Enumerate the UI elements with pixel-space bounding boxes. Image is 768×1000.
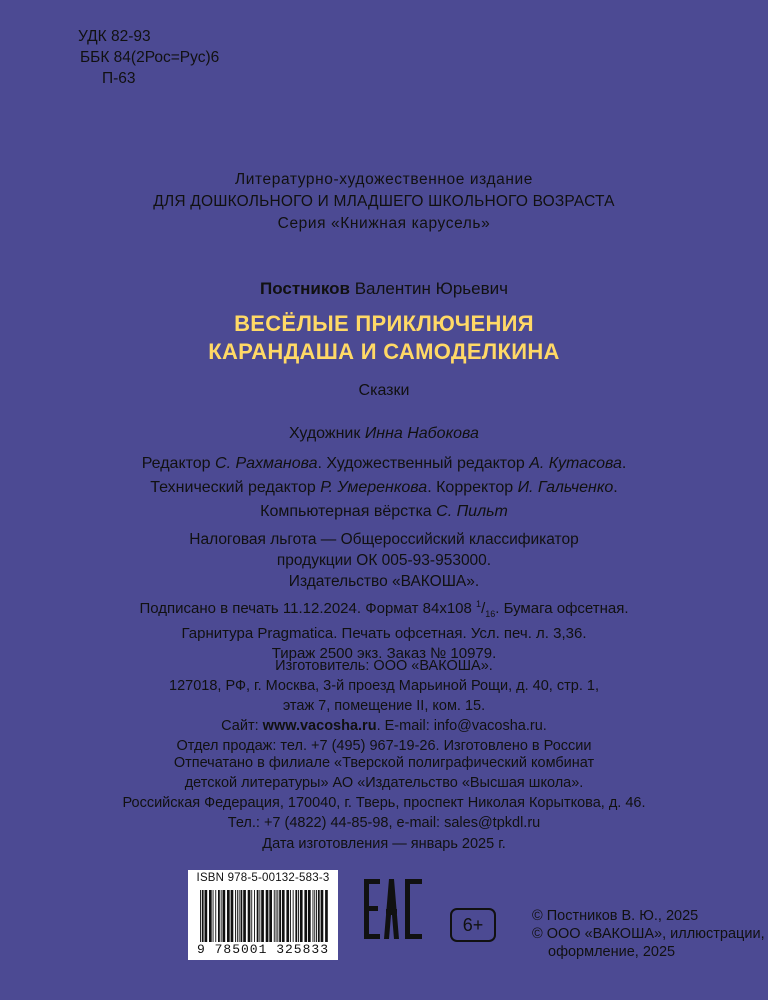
barcode-bar: [304, 890, 307, 942]
barcode-bar: [314, 890, 315, 942]
tax-line1: Налоговая льгота — Общероссийский классификатор: [189, 531, 579, 548]
series-name: Серия «Книжная карусель»: [277, 215, 491, 232]
printer-line3: Российская Федерация, 170040, г. Тверь, проспект Николая Корыткова, д. 46.: [122, 795, 646, 811]
manufacture-date: Дата изготовления — январь 2025 г.: [262, 836, 506, 852]
barcode-bar: [218, 890, 220, 942]
barcode-bar: [213, 890, 214, 942]
barcode-bar: [248, 890, 251, 942]
barcode-bar: [205, 890, 208, 942]
barcode-digits: 9 785001 325833: [196, 942, 330, 957]
manufacturer-block: [0, 656, 768, 756]
manufacturer-line4: [0, 716, 768, 736]
printer-line1: Отпечатано в филиале «Тверской полиграфический комбинат: [173, 755, 595, 771]
barcode-bar: [261, 890, 264, 942]
manufacturer-line1: Изготовитель: ООО «ВАКОША».: [275, 658, 493, 674]
author-name: Валентин Юрьевич: [354, 279, 508, 298]
barcode-bar: [295, 890, 297, 942]
format-numerator: 1: [476, 599, 482, 609]
barcode-bar: [257, 890, 259, 942]
artist-name: Инна Набокова: [364, 425, 479, 442]
edition-info: [0, 169, 768, 235]
email-text: . E-mail: info@vacosha.ru.: [376, 718, 547, 734]
udk-code: УДК 82-93: [78, 28, 151, 45]
bbk-code: ББК 84(2Рос=Рус)6: [80, 49, 220, 66]
barcode-bar: [318, 890, 320, 942]
barcode-bar: [286, 890, 289, 942]
printer-line4: Тел.: +7 (4822) 44-85-98, e-mail: sales@tpkdl.ru: [227, 815, 541, 831]
editor-label: Редактор: [141, 455, 211, 472]
print-line3: Тираж 2500 экз. Заказ № 10979.: [271, 645, 497, 662]
copyright-line3: оформление, 2025: [548, 944, 676, 960]
barcode-bar: [202, 890, 204, 942]
barcode-bar: [316, 890, 317, 942]
credits-line2: Технический редактор Р. Умеренкова. Корректор И. Гальченко.: [150, 479, 618, 496]
eac-mark-icon: [362, 877, 424, 941]
barcode-bar: [325, 890, 328, 942]
barcode-bar: [269, 890, 272, 942]
site-link: www.vacosha.ru: [262, 718, 377, 734]
format-denominator: 16: [485, 609, 496, 619]
barcode-bar: [251, 890, 252, 942]
barcode-bar: [300, 890, 303, 942]
genre: Сказки: [358, 382, 410, 399]
book-title-line1: ВЕСЁЛЫЕ ПРИКЛЮЧЕНИЯ: [234, 311, 534, 336]
print-line2: Гарнитура Pragmatica. Печать офсетная. Усл. печ. л. 3,36.: [181, 625, 587, 642]
print-line1-paper: . Бумага офсетная.: [495, 600, 629, 617]
edition-type: Литературно-художественное издание: [234, 171, 534, 188]
barcode-bar: [227, 890, 230, 942]
author-line: [0, 279, 768, 299]
artist-label: Художник: [289, 425, 361, 442]
barcode-bar: [223, 890, 226, 942]
age-rating-badge: 6+: [450, 908, 496, 942]
credits-block: [0, 452, 768, 524]
credits-line3: [0, 500, 768, 524]
print-block: [0, 594, 768, 664]
barcode-bar: [266, 890, 269, 942]
corrector-name: И. Гальченко: [517, 479, 614, 496]
copyright-line2: © ООО «ВАКОША», иллюстрации,: [532, 926, 765, 942]
format-slash: /: [481, 600, 486, 617]
barcode-bar: [290, 890, 291, 942]
artist-line: [0, 422, 768, 446]
credits-line1: Редактор С. Рахманова. Художественный редактор А. Кутасова.: [141, 455, 627, 472]
tech-editor-label: Технический редактор: [150, 479, 316, 496]
copyright-line1: © Постников В. Ю., 2025: [532, 908, 699, 924]
tax-line3: Издательство «ВАКОША».: [288, 573, 480, 590]
barcode-bar: [241, 890, 243, 942]
barcode-bar: [243, 890, 246, 942]
barcode-bar: [200, 890, 201, 942]
layout-name: С. Пильт: [436, 503, 508, 520]
book-title-line2: КАРАНДАША И САМОДЕЛКИНА: [208, 339, 560, 364]
manufacturer-line3: этаж 7, помещение II, ком. 15.: [282, 698, 486, 714]
barcode-bar: [237, 890, 238, 942]
author-mark: П-63: [102, 70, 136, 87]
barcode-bar: [209, 890, 212, 942]
age-audience: ДЛЯ ДОШКОЛЬНОГО И МЛАДШЕГО ШКОЛЬНОГО ВОЗРАСТА: [153, 193, 615, 210]
barcode-bar: [276, 890, 277, 942]
barcode-bar: [231, 890, 234, 942]
tech-editor-name: Р. Умеренкова: [320, 479, 428, 496]
art-editor-name: А. Кутасова: [529, 455, 622, 472]
barcode-bar: [313, 890, 314, 942]
copyright-block: [532, 907, 765, 961]
barcode-bar: [239, 890, 240, 942]
tax-line2: продукции ОК 005-93-953000.: [276, 552, 492, 569]
layout-label: Компьютерная вёрстка: [260, 503, 432, 520]
barcode-bar: [293, 890, 294, 942]
barcode-bar: [279, 890, 281, 942]
art-editor-label: . Художественный редактор: [317, 455, 525, 472]
author-surname: Постников: [259, 279, 350, 298]
manufacturer-line2: 127018, РФ, г. Москва, 3-й проезд Марьиной Рощи, д. 40, стр. 1,: [169, 678, 599, 694]
barcode-bar: [221, 890, 222, 942]
barcode-bar: [277, 890, 278, 942]
print-line1-text: Подписано в печать 11.12.2024. Формат 84х108: [139, 600, 472, 617]
printer-line2: детской литературы» АО «Издательство «Высшая школа».: [184, 775, 584, 791]
barcode-bar: [308, 890, 311, 942]
barcode-bar: [235, 890, 236, 942]
barcode-bar: [215, 890, 216, 942]
barcode-bar: [321, 890, 324, 942]
manufacturer-line5: Отдел продаж: тел. +7 (495) 967-19-26. Изготовлено в России: [176, 738, 592, 754]
barcode-bar: [259, 890, 260, 942]
printer-block: [0, 753, 768, 833]
udk-block: [78, 26, 219, 89]
barcode-bars: [200, 890, 328, 942]
corrector-label: . Корректор: [427, 479, 514, 496]
site-label: Сайт:: [221, 718, 259, 734]
barcode-bar: [254, 890, 255, 942]
barcode-bar: [282, 890, 285, 942]
barcode-bar: [274, 890, 275, 942]
tax-block: [0, 529, 768, 592]
print-line1: [0, 594, 768, 624]
editor-name: С. Рахманова: [215, 455, 318, 472]
isbn-text: ISBN 978-5-00132-583-3: [196, 872, 330, 884]
book-title: [0, 310, 768, 366]
barcode: [188, 870, 338, 960]
barcode-bar: [298, 890, 299, 942]
